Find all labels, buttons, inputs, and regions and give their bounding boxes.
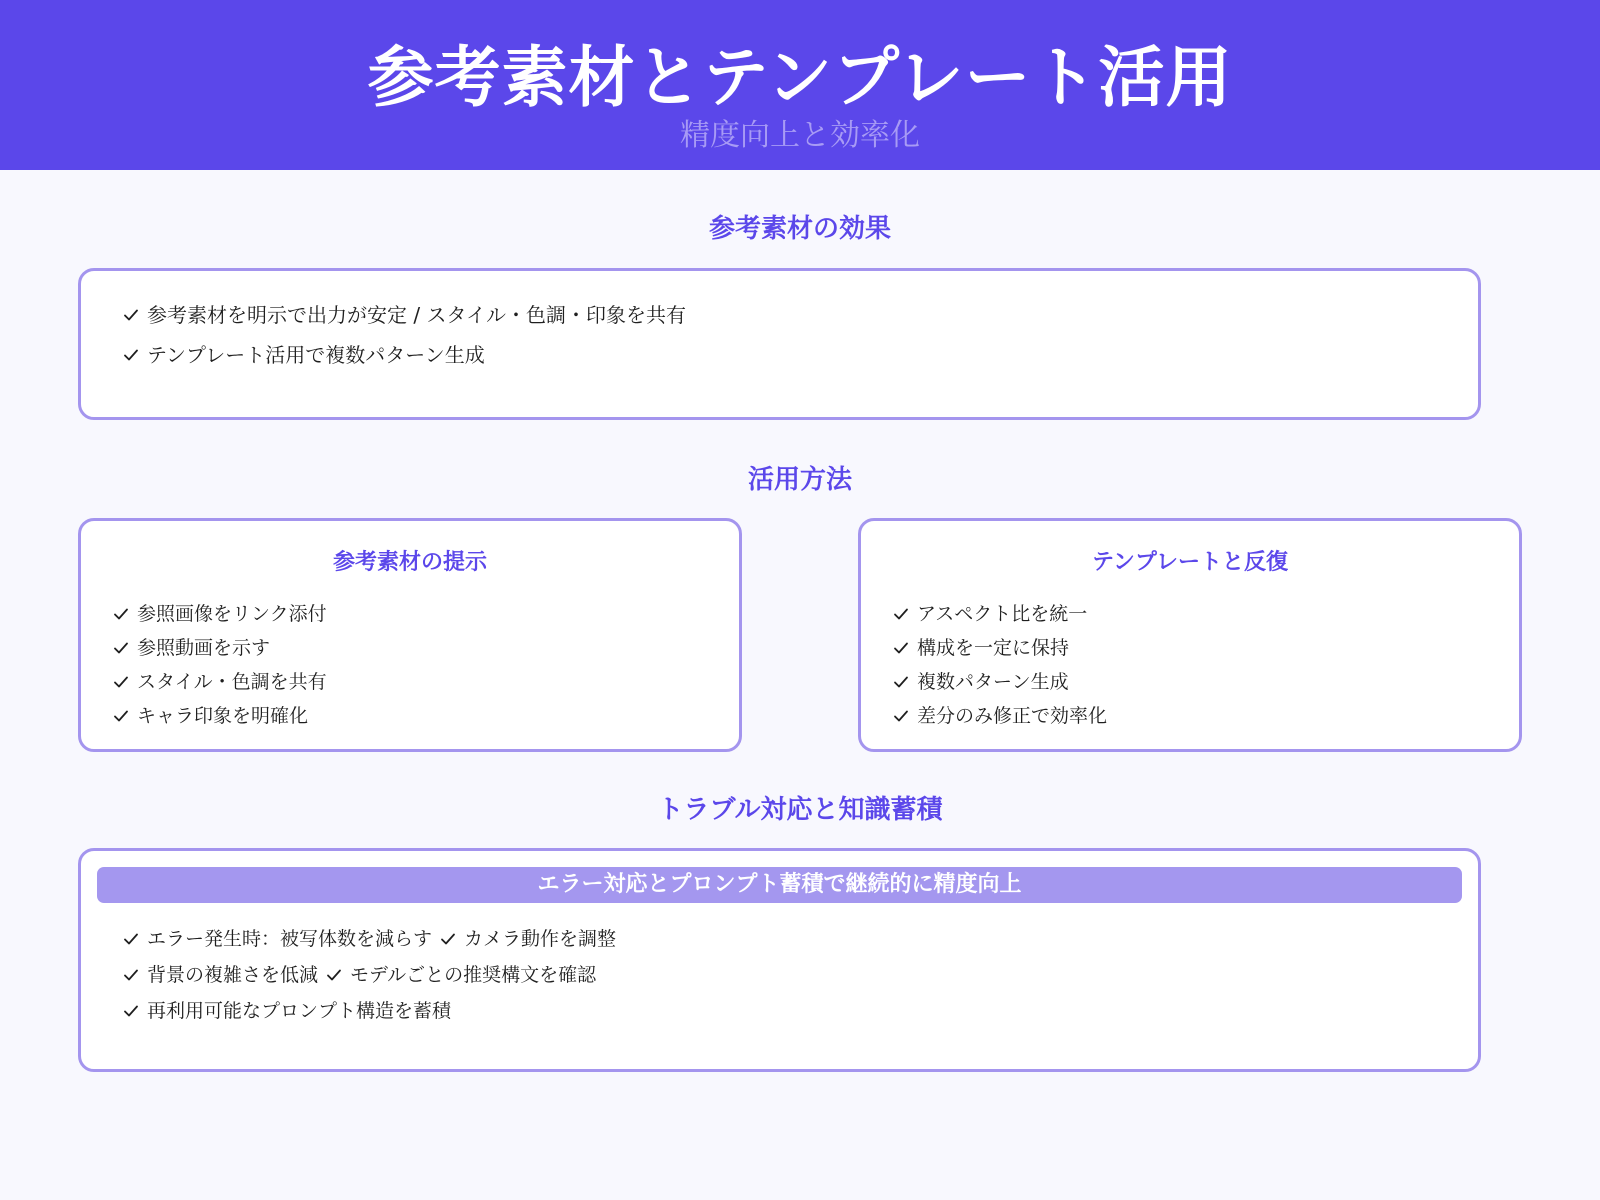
card-title-template: テンプレートと反復 [1091, 550, 1289, 575]
effects-item-text: テンプレート活用で複数パターン生成 [147, 343, 485, 367]
list-item [123, 993, 616, 1029]
list-item [893, 699, 1107, 733]
trouble-item-text: エラー発生時：被写体数を減らす [147, 928, 433, 950]
check-icon [123, 307, 139, 323]
check-icon [123, 931, 139, 947]
list-item [113, 631, 327, 665]
card-title-reference: 参考素材の提示 [332, 550, 487, 575]
header-banner [0, 0, 1600, 170]
check-icon [113, 640, 129, 656]
check-icon [123, 967, 139, 983]
trouble-item-text: モデルごとの推奨構文を確認 [350, 964, 597, 986]
check-icon [113, 674, 129, 690]
template-item-text: 構成を一定に保持 [917, 637, 1070, 659]
template-list [893, 597, 1107, 733]
effects-list [123, 295, 686, 375]
usage-right-card [858, 518, 1522, 752]
trouble-item-text: 再利用可能なプロンプト構造を蓄積 [147, 1000, 452, 1022]
list-item [123, 921, 616, 957]
list-item [113, 699, 327, 733]
check-icon [893, 674, 909, 690]
list-item [123, 295, 686, 335]
check-icon [893, 708, 909, 724]
reference-item-text: 参照画像をリンク添付 [137, 603, 327, 625]
list-item [123, 957, 616, 993]
check-icon [123, 1003, 139, 1019]
check-icon [440, 931, 456, 947]
list-item [123, 335, 686, 375]
template-item-text: 差分のみ修正で効率化 [917, 705, 1108, 727]
template-item-text: アスペクト比を統一 [917, 603, 1088, 625]
section-title-usage: 活用方法 [747, 465, 852, 495]
usage-left-card [78, 518, 742, 752]
check-icon [326, 967, 342, 983]
effects-card [78, 268, 1481, 420]
page-title: 参考素材とテンプレート活用 [367, 39, 1233, 116]
reference-list [113, 597, 327, 733]
section-title-effects: 参考素材の効果 [708, 214, 891, 244]
list-item [113, 665, 327, 699]
trouble-banner: エラー対応とプロンプト蓄積で継続的に精度向上 [97, 867, 1462, 903]
list-item [893, 631, 1107, 665]
reference-item-text: 参照動画を示す [137, 637, 271, 659]
check-icon [893, 606, 909, 622]
list-item [893, 597, 1107, 631]
check-icon [893, 640, 909, 656]
check-icon [123, 347, 139, 363]
section-title-trouble: トラブル対応と知識蓄積 [657, 795, 943, 825]
page-subtitle: 精度向上と効率化 [680, 118, 920, 153]
trouble-item-text: 背景の複雑さを低減 [147, 964, 319, 986]
reference-item-text: キャラ印象を明確化 [137, 705, 309, 727]
trouble-card [78, 848, 1481, 1072]
reference-item-text: スタイル・色調を共有 [137, 671, 327, 693]
check-icon [113, 708, 129, 724]
list-item [113, 597, 327, 631]
template-item-text: 複数パターン生成 [917, 671, 1069, 693]
trouble-list [123, 921, 616, 1029]
list-item [893, 665, 1107, 699]
check-icon [113, 606, 129, 622]
trouble-item-text: カメラ動作を調整 [464, 928, 617, 950]
effects-item-text: 参考素材を明示で出力が安定 / スタイル・色調・印象を共有 [147, 303, 687, 327]
